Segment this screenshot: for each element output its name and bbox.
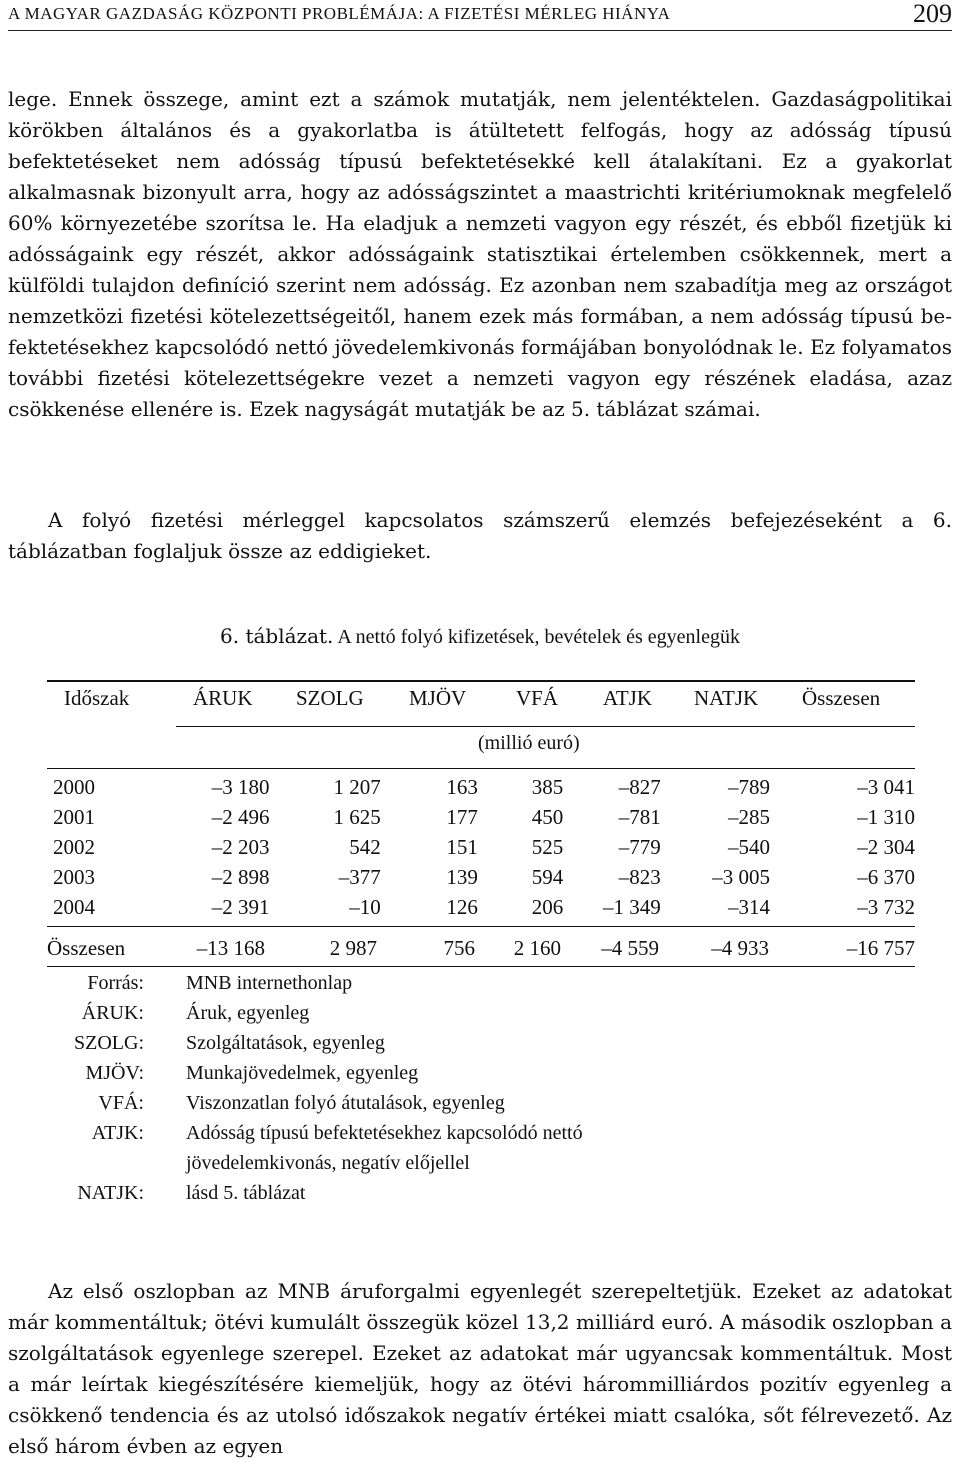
cell-income: 177 xyxy=(446,804,478,829)
total-row xyxy=(47,933,915,963)
legend-item xyxy=(56,1178,856,1208)
cell-transfers: 385 xyxy=(531,774,564,799)
cell-transfers: 206 xyxy=(531,894,564,919)
legend-value-natjk: lásd 5. táblázat xyxy=(186,1182,306,1204)
legend-item xyxy=(56,1088,856,1118)
column-header-goods: ÁRUK xyxy=(193,686,253,710)
cell-goods: –3 180 xyxy=(211,774,270,799)
cell-natjk: –314 xyxy=(728,894,771,919)
table-row xyxy=(47,802,915,832)
legend-value-goods: Áruk, egyenleg xyxy=(186,1002,310,1024)
legend-item xyxy=(56,1118,856,1178)
cell-atjk: –823 xyxy=(618,864,661,889)
row-year: 2000 xyxy=(53,774,95,799)
cell-natjk: –3 005 xyxy=(712,864,771,889)
cell-income: 163 xyxy=(446,774,478,799)
table-bottom-rule xyxy=(47,966,915,967)
legend-value-services: Szolgáltatások, egyenleg xyxy=(186,1032,385,1054)
total-sum: –16 757 xyxy=(846,935,915,960)
cell-services: –377 xyxy=(338,864,381,889)
page-number: 209 xyxy=(913,0,952,28)
cell-services: –10 xyxy=(349,894,381,919)
body-paragraph-3: Az első oszlopban az MNB áruforgalmi egyenlegét szerepeltetjük. Ezeket az adatokat már kommentáltuk; ötévi kumulált összegük közel 13,2 milliárd euró. A második oszlopban a szolgáltatások egyenlege szerepel. Ezeket az adatokat már ugyancsak kommentáltuk. Most a már leírtak kiegészítésére kiemeljük, hogy az ötévi hárommilliárdos pozitív egyenleg a csökkenő tendencia és az utolsó időszakok negatív értékei miatt csalóka, sőt félrevezető. Az első három évben az egyen xyxy=(8,1279,952,1458)
cell-natjk: –540 xyxy=(728,834,771,859)
legend-item xyxy=(56,968,856,998)
row-year: 2001 xyxy=(53,804,95,829)
cell-total: –3 041 xyxy=(857,774,915,799)
legend-item xyxy=(56,1028,856,1058)
cell-transfers: 594 xyxy=(531,864,564,889)
total-natjk: –4 933 xyxy=(711,935,769,960)
cell-total: –1 310 xyxy=(857,804,915,829)
legend-item xyxy=(56,998,856,1028)
table-row xyxy=(47,892,915,922)
cell-atjk: –781 xyxy=(618,804,661,829)
legend-key-transfers: VFÁ: xyxy=(98,1092,144,1114)
table-row xyxy=(47,772,915,802)
column-header-services: SZOLG xyxy=(296,686,364,710)
legend-key-source: Forrás: xyxy=(87,972,144,994)
column-header-atjk: ATJK xyxy=(603,686,653,710)
table-caption-label: 6. táblázat. xyxy=(220,624,334,648)
total-services: 2 987 xyxy=(329,935,377,960)
column-header-natjk: NATJK xyxy=(694,686,759,710)
row-year: 2004 xyxy=(53,894,95,919)
cell-atjk: –827 xyxy=(618,774,661,799)
legend-key-goods: ÁRUK: xyxy=(81,1002,144,1024)
table-header xyxy=(47,686,915,720)
legend-key-services: SZOLG: xyxy=(74,1032,144,1054)
legend-value-income: Munkajövedelmek, egyenleg xyxy=(186,1062,419,1084)
table-row xyxy=(47,862,915,892)
table-caption xyxy=(0,624,960,649)
column-header-income: MJÖV xyxy=(409,686,467,710)
cell-natjk: –789 xyxy=(728,774,771,799)
cell-natjk: –285 xyxy=(728,804,771,829)
legend-key-natjk: NATJK: xyxy=(77,1182,144,1204)
column-header-total: Összesen xyxy=(802,686,881,710)
cell-goods: –2 391 xyxy=(211,894,270,919)
cell-goods: –2 496 xyxy=(211,804,270,829)
column-header-period: Időszak xyxy=(64,686,130,710)
cell-atjk: –779 xyxy=(618,834,661,859)
row-year: 2003 xyxy=(53,864,95,889)
cell-services: 1 207 xyxy=(333,774,381,799)
total-label: Összesen xyxy=(47,935,126,960)
running-header xyxy=(8,0,952,31)
cell-total: –3 732 xyxy=(857,894,915,919)
column-header-transfers: VFÁ xyxy=(516,686,559,710)
cell-goods: –2 203 xyxy=(211,834,270,859)
total-top-rule xyxy=(47,926,915,927)
unit-label: (millió euró) xyxy=(478,732,580,754)
cell-income: 139 xyxy=(446,864,478,889)
cell-total: –2 304 xyxy=(857,834,915,859)
cell-atjk: –1 349 xyxy=(602,894,661,919)
header-bottom-rule xyxy=(47,768,915,769)
header-sub-rule xyxy=(176,726,915,727)
cell-total: –6 370 xyxy=(857,864,915,889)
table-row xyxy=(47,832,915,862)
legend-value-atjk: Adósság típusú befektetésekhez kapcsolódó nettó jövedelemkivonás, negatív előjellel xyxy=(186,1122,583,1174)
total-goods: –13 168 xyxy=(196,935,265,960)
running-title: A MAGYAR GAZDASÁG KÖZPONTI PROBLÉMÁJA: A FIZETÉSI MÉRLEG HIÁNYA xyxy=(8,4,671,23)
body-paragraph-2: A folyó fizetési mérleggel kapcsolatos számszerű elemzés befejezéseként a 6. táblázatban foglaljuk össze az eddigieket. xyxy=(8,508,952,563)
body-paragraph-1: lege. Ennek összege, amint ezt a számok mutatják, nem jelentéktelen. Gazdaságpolitikai körökben általános és a gyakorlatba is átültetett felfogás, hogy az adósság típusú befektetéseket nem adósság típusú befektetésekké kell átalakítani. Ez a gyakorlat alkalmasnak bizonyult arra, hogy az adósságszintet a maastrichti kritériumoknak megfelelő 60% környezetébe szorítsa le. Ha eladjuk a nemzeti vagyon egy részét, és ebből fizetjük ki adósságaink egy részét, akkor adósságaink statisztikai értelemben csökkennek, mert a külföldi tulajdon definíció szerint nem adósság. Ez azonban nem szabadítja meg az országot nemzetközi fizetési kötelezettségeitől, hanem ezek más formában, a nem adósság típusú befektetésekhez kapcsolódó nettó jövedelemkivonás formájában bonyolódnak le. Ez folyamatos további fizetési kötelezettségekre vezet a nemzeti vagyon egy részének eladása, azaz csökkenése ellenére is. Ezek nagyságát mutatják be az 5. táblázat számai. xyxy=(8,87,952,421)
legend-key-income: MJÖV: xyxy=(85,1062,144,1084)
total-atjk: –4 559 xyxy=(601,935,659,960)
row-year: 2002 xyxy=(53,834,95,859)
cell-transfers: 525 xyxy=(531,834,564,859)
total-income: 756 xyxy=(443,935,475,960)
legend-value-source: MNB internethonlap xyxy=(186,972,353,994)
cell-income: 126 xyxy=(446,894,478,919)
table-legend xyxy=(56,968,856,1208)
cell-services: 542 xyxy=(349,834,381,859)
data-table xyxy=(47,772,915,922)
cell-goods: –2 898 xyxy=(211,864,270,889)
cell-services: 1 625 xyxy=(333,804,381,829)
cell-transfers: 450 xyxy=(531,804,564,829)
total-table xyxy=(47,933,915,963)
legend-value-transfers: Viszonzatlan folyó átutalások, egyenleg xyxy=(186,1092,505,1114)
total-transfers: 2 160 xyxy=(513,935,561,960)
legend-item xyxy=(56,1058,856,1088)
cell-income: 151 xyxy=(446,834,478,859)
table-top-rule xyxy=(47,680,915,682)
legend-key-atjk: ATJK: xyxy=(91,1122,144,1144)
table-caption-text: A nettó folyó kifizetések, bevételek és egyenlegük xyxy=(337,626,740,648)
